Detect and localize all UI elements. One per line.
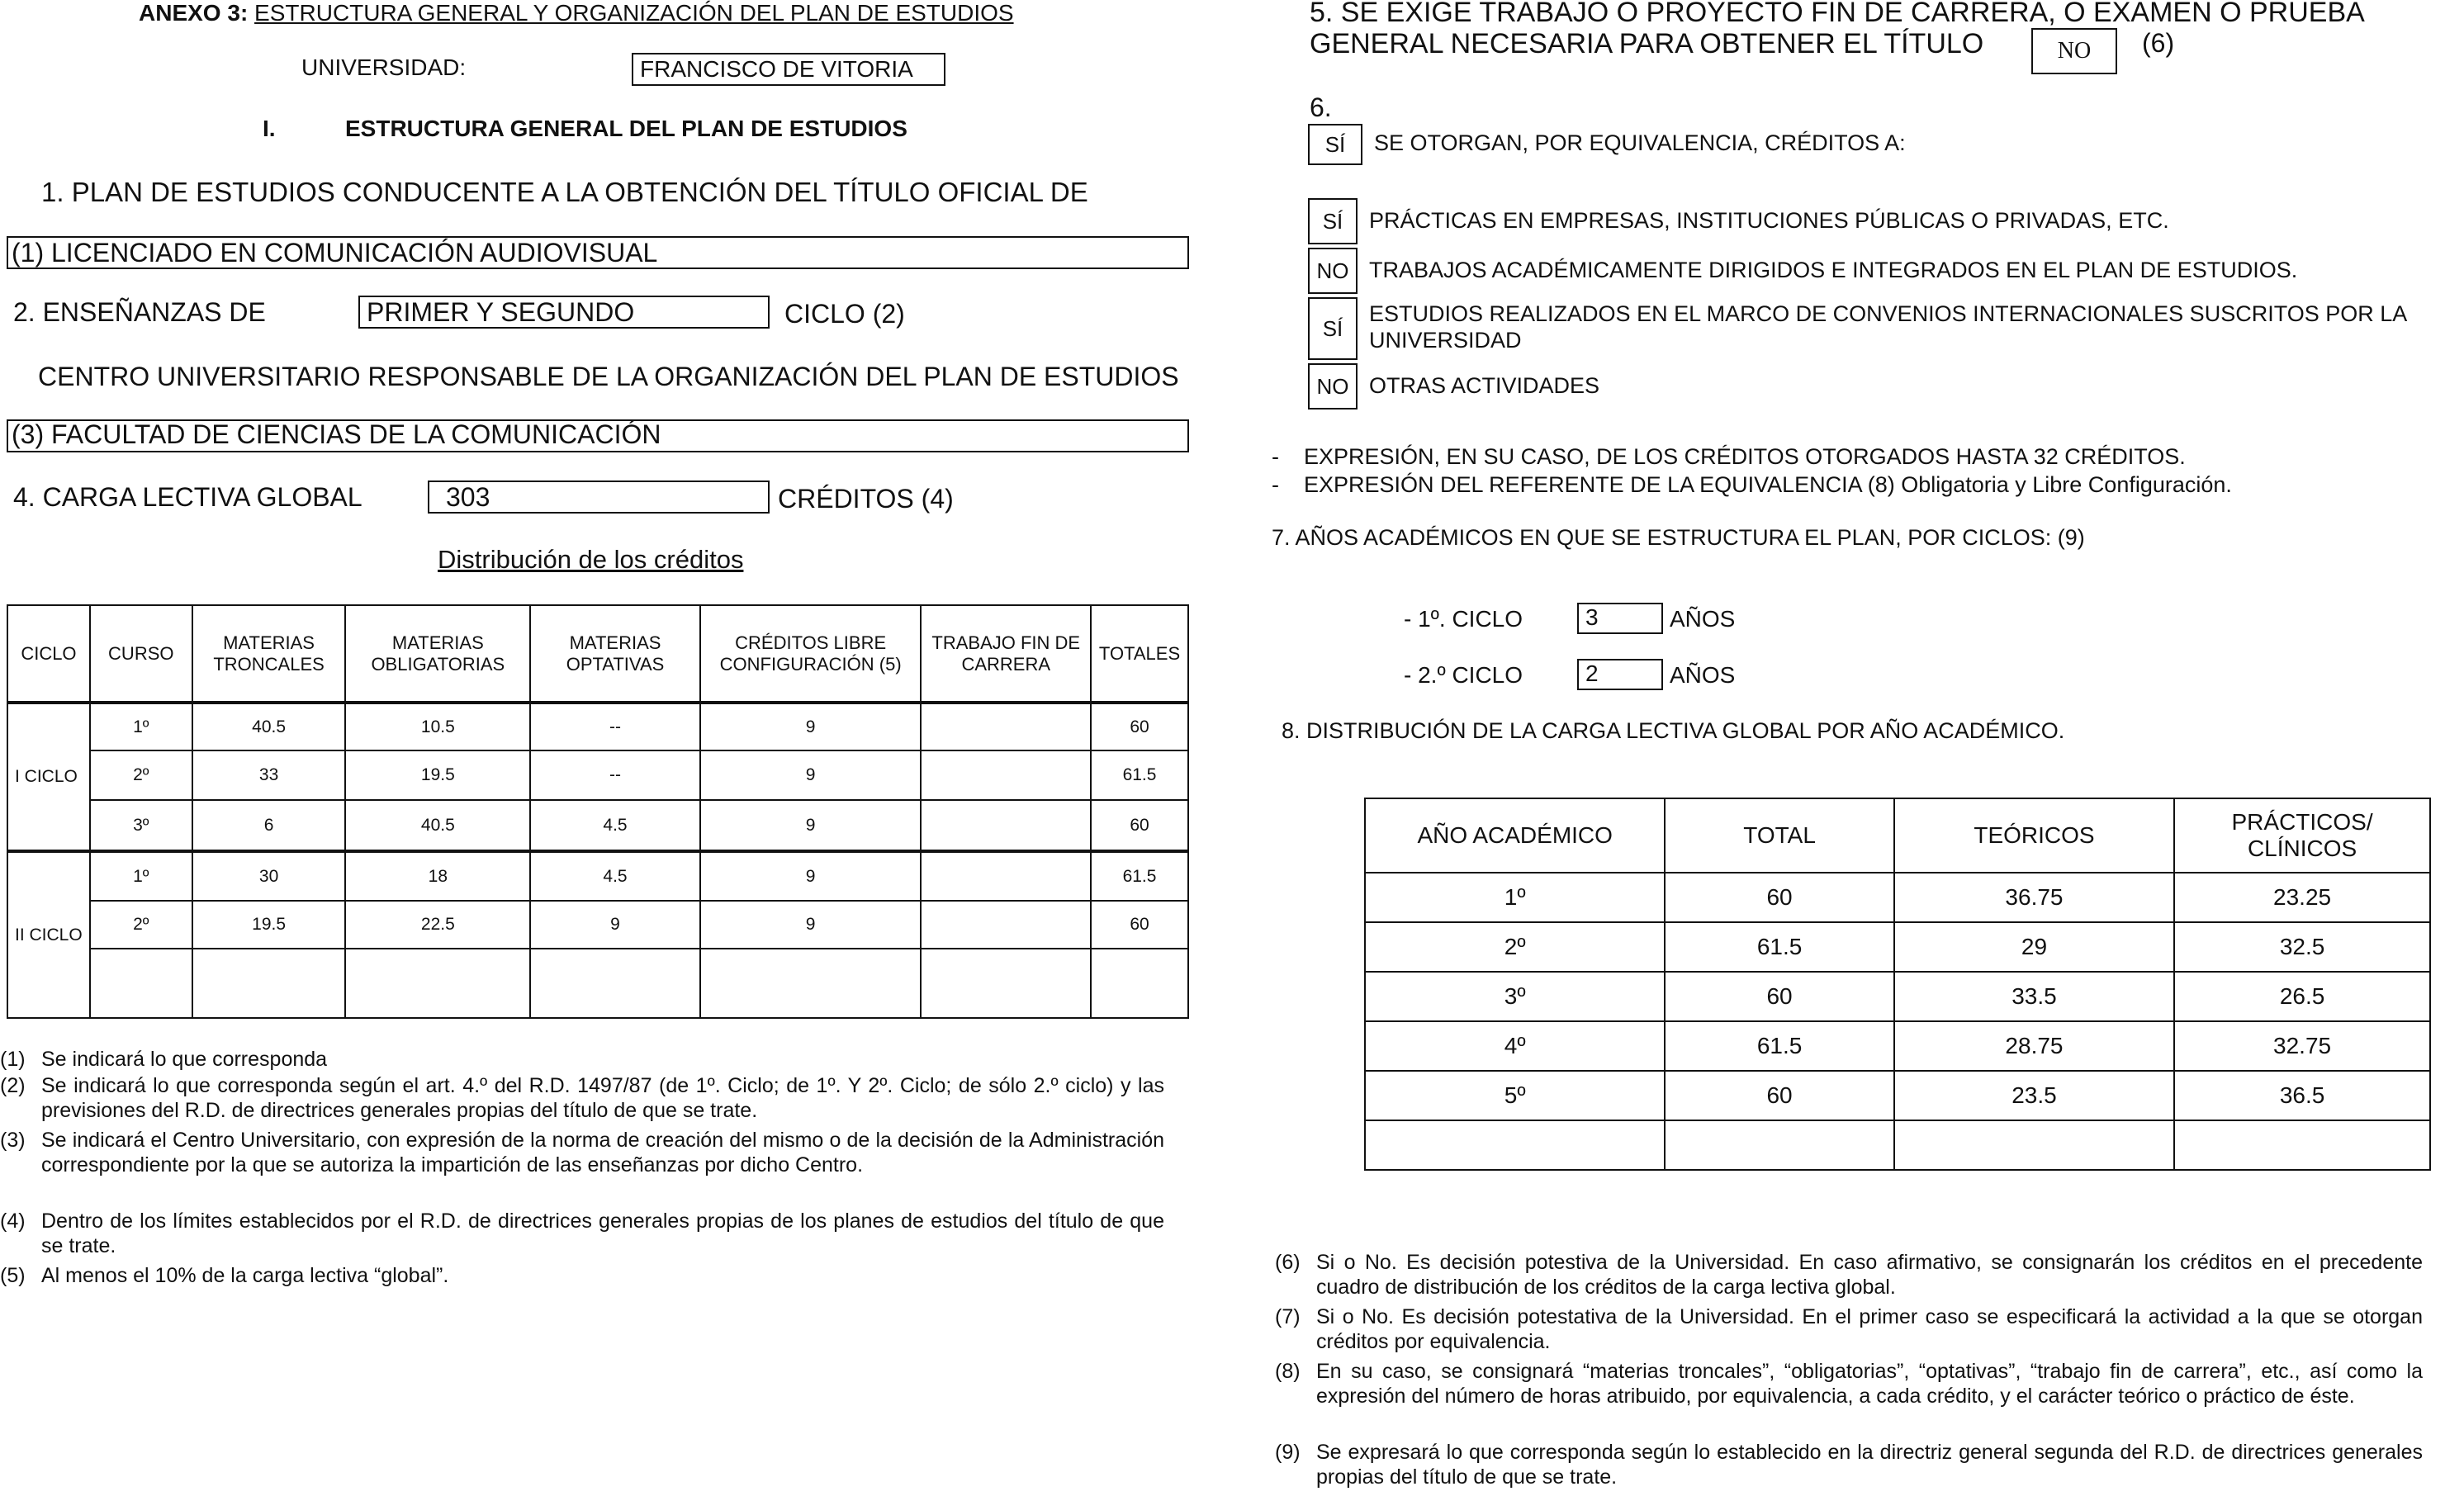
col-obligatorias: MATERIAS OBLIGATORIAS <box>345 605 530 703</box>
cell <box>1091 949 1188 1018</box>
cell: 18 <box>345 851 530 901</box>
footnote-text: Si o No. Es decisión potestativa de la Universidad. En el primer caso se especificará la actividad a la que se otorgan créditos por equivalencia. <box>1316 1305 2423 1353</box>
cell: 32.5 <box>2174 922 2430 972</box>
item6-label: SE OTORGAN, POR EQUIVALENCIA, CRÉDITOS A: <box>1374 130 1906 155</box>
annex-heading: ANEXO 3: ESTRUCTURA GENERAL Y ORGANIZACIÓN DEL PLAN DE ESTUDIOS <box>139 0 1014 26</box>
cell: 2º <box>90 750 192 800</box>
table-row <box>1365 1071 2430 1120</box>
trabajos-flag: NO <box>1308 248 1358 294</box>
cell: 40.5 <box>192 703 346 750</box>
otras-text: OTRAS ACTIVIDADES <box>1369 373 1600 398</box>
item4-label: 4. CARGA LECTIVA GLOBAL <box>13 482 362 512</box>
cell: 23.25 <box>2174 873 2430 922</box>
trabajo-fin-value: NO <box>2031 28 2117 74</box>
dash-1: - EXPRESIÓN, EN SU CASO, DE LOS CRÉDITOS OTORGADOS HASTA 32 CRÉDITOS. <box>1272 444 2186 469</box>
cell <box>192 949 346 1018</box>
ciclo-1-cell: I CICLO <box>7 703 90 851</box>
cell <box>90 949 192 1018</box>
col-ciclo: CICLO <box>7 605 90 703</box>
table-row <box>1365 922 2430 972</box>
cell: 1º <box>90 851 192 901</box>
table-row <box>7 800 1188 851</box>
annex-label: ANEXO 3 <box>139 0 240 26</box>
cell: 1º <box>90 703 192 750</box>
cell: 3º <box>1365 972 1665 1021</box>
footnote-6 <box>1275 1250 2423 1301</box>
col-teoricos: TEÓRICOS <box>1894 798 2174 873</box>
cell: 60 <box>1665 873 1893 922</box>
cell: 60 <box>1091 703 1188 750</box>
cell: -- <box>530 703 700 750</box>
table-row <box>7 750 1188 800</box>
dash-2: - EXPRESIÓN DEL REFERENTE DE LA EQUIVALENCIA (8) Obligatoria y Libre Configuración. <box>1272 472 2232 497</box>
table-row <box>1365 1021 2430 1071</box>
footnote-number: (9) <box>1275 1441 1301 1464</box>
estudios-text: ESTUDIOS REALIZADOS EN EL MARCO DE CONVENIOS INTERNACIONALES SUSCRITOS POR LA UNIVERSIDAD <box>1369 301 2406 353</box>
cell: 9 <box>700 703 922 750</box>
cell: 30 <box>192 851 346 901</box>
footnote-1 <box>0 1047 1164 1072</box>
cell: 32.75 <box>2174 1021 2430 1071</box>
cell <box>1365 1120 1665 1170</box>
cell <box>700 949 922 1018</box>
table-header-row <box>7 605 1188 703</box>
footnote-number: (4) <box>0 1210 26 1233</box>
cell: 9 <box>700 800 922 851</box>
col-total: TOTAL <box>1665 798 1893 873</box>
cell <box>921 949 1091 1018</box>
col-troncales: MATERIAS TRONCALES <box>192 605 346 703</box>
section-number: I. <box>263 116 276 141</box>
cell <box>921 901 1091 949</box>
cell: 2º <box>1365 922 1665 972</box>
cell: 60 <box>1665 972 1893 1021</box>
cell: 60 <box>1091 800 1188 851</box>
equivalencia-value: SÍ <box>1308 124 1362 165</box>
item6-number: 6. <box>1310 92 1332 122</box>
cell: 9 <box>700 750 922 800</box>
item5-ref: (6) <box>2142 28 2175 58</box>
footnote-text: Se indicará lo que corresponda según el art. 4.º del R.D. 1497/87 (de 1º. Ciclo; de 1º. Y 2º. Ciclo; de sólo 2.º ciclo) y las previsiones del R.D. de directrices generales propias del título de que se trate. <box>41 1074 1164 1122</box>
item7-label: 7. AÑOS ACADÉMICOS EN QUE SE ESTRUCTURA EL PLAN, POR CICLOS: (9) <box>1272 525 2085 550</box>
cell: 2º <box>90 901 192 949</box>
col-libre: CRÉDITOS LIBRE CONFIGURACIÓN (5) <box>700 605 922 703</box>
estudios-flag: SÍ <box>1308 297 1358 360</box>
cell: 6 <box>192 800 346 851</box>
footnote-4 <box>0 1209 1164 1262</box>
col-totales: TOTALES <box>1091 605 1188 703</box>
footnote-text: Dentro de los límites establecidos por el R.D. de directrices generales propias de los planes de estudios del título de que se trate. <box>41 1210 1164 1257</box>
footnote-text: Al menos el 10% de la carga lectiva “global”. <box>41 1264 449 1287</box>
practicas-text: PRÁCTICAS EN EMPRESAS, INSTITUCIONES PÚBLICAS O PRIVADAS, ETC. <box>1369 208 2169 233</box>
cell: 9 <box>700 851 922 901</box>
item5-line1: 5. SE EXIGE TRABAJO O PROYECTO FIN DE CARRERA, O EXAMEN O PRUEBA <box>1310 0 2365 28</box>
centro-value: (3) FACULTAD DE CIENCIAS DE LA COMUNICACIÓN <box>12 419 661 449</box>
section-title: ESTRUCTURA GENERAL DEL PLAN DE ESTUDIOS <box>345 116 907 141</box>
universidad-label: UNIVERSIDAD: <box>301 54 467 80</box>
cell <box>921 703 1091 750</box>
table-row <box>7 949 1188 1018</box>
cell: 9 <box>530 901 700 949</box>
table-row <box>1365 1120 2430 1170</box>
cell: 60 <box>1665 1071 1893 1120</box>
footnote-number: (5) <box>0 1264 26 1287</box>
distribucion-table <box>7 604 1189 1019</box>
footnote-text: Se indicará el Centro Universitario, con expresión de la norma de creación del mismo o de la decisión de la Administración correspondiente por la que se autoriza la impartición de las enseñanzas por dicho Centro. <box>41 1129 1164 1176</box>
col-practicos: PRÁCTICOS/ CLÍNICOS <box>2174 798 2430 873</box>
cell: 9 <box>700 901 922 949</box>
titulo-value: (1) LICENCIADO EN COMUNICACIÓN AUDIOVISUAL <box>12 238 658 267</box>
footnote-number: (3) <box>0 1129 26 1152</box>
footnote-text: En su caso, se consignará “materias troncales”, “obligatorias”, “optativas”, “trabajo fin de carrera”, etc., así como la expresión del número de horas atribuido, por equivalencia, a cada crédito, y el carácter teórico o práctico de éste. <box>1316 1360 2423 1408</box>
footnote-text: Se expresará lo que corresponda según lo establecido en la directriz general segunda del R.D. de directrices generales propias del título de que se trate. <box>1316 1441 2423 1489</box>
item5-line2: GENERAL NECESARIA PARA OBTENER EL TÍTULO <box>1310 28 1984 59</box>
cell: 4º <box>1365 1021 1665 1071</box>
cell: 19.5 <box>345 750 530 800</box>
col-curso: CURSO <box>90 605 192 703</box>
cell: 61.5 <box>1665 1021 1893 1071</box>
cell: 19.5 <box>192 901 346 949</box>
cell <box>345 949 530 1018</box>
footnote-number: (2) <box>0 1074 26 1097</box>
table-row <box>1365 873 2430 922</box>
practicas-flag: SÍ <box>1308 198 1358 244</box>
cell: 61.5 <box>1091 750 1188 800</box>
footnote-number: (6) <box>1275 1251 1301 1274</box>
item4-suffix: CRÉDITOS (4) <box>778 484 954 514</box>
item8-label: 8. DISTRIBUCIÓN DE LA CARGA LECTIVA GLOBAL POR AÑO ACADÉMICO. <box>1282 718 2065 743</box>
table-header-row <box>1365 798 2430 873</box>
cell: 29 <box>1894 922 2174 972</box>
ensenanzas-value: PRIMER Y SEGUNDO <box>367 297 635 327</box>
cell: 26.5 <box>2174 972 2430 1021</box>
cell: 1º <box>1365 873 1665 922</box>
cell <box>1894 1120 2174 1170</box>
otras-flag: NO <box>1308 363 1358 410</box>
footnote-text: Se indicará lo que corresponda <box>41 1048 328 1071</box>
cell: 60 <box>1091 901 1188 949</box>
footnote-number: (8) <box>1275 1360 1301 1383</box>
cell: 33.5 <box>1894 972 2174 1021</box>
centro-label: CENTRO UNIVERSITARIO RESPONSABLE DE LA ORGANIZACIÓN DEL PLAN DE ESTUDIOS <box>38 362 1179 391</box>
annex-title: ESTRUCTURA GENERAL Y ORGANIZACIÓN DEL PLAN DE ESTUDIOS <box>254 0 1014 26</box>
footnote-text: Si o No. Es decisión potestiva de la Universidad. En caso afirmativo, se consignarán los créditos en el precedente cuadro de distribución de los créditos de la carga lectiva global. <box>1316 1251 2423 1299</box>
cell: 33 <box>192 750 346 800</box>
item2-label: 2. ENSEÑANZAS DE <box>13 297 266 327</box>
item1-label: 1. PLAN DE ESTUDIOS CONDUCENTE A LA OBTENCIÓN DEL TÍTULO OFICIAL DE <box>41 177 1088 207</box>
cell: 61.5 <box>1665 922 1893 972</box>
carga-value: 303 <box>446 482 490 512</box>
cell <box>530 949 700 1018</box>
cell: 61.5 <box>1091 851 1188 901</box>
ciclo2-label: - 2.º CICLO <box>1404 662 1523 688</box>
col-optativas: MATERIAS OPTATIVAS <box>530 605 700 703</box>
cell: 22.5 <box>345 901 530 949</box>
anio-academico-table <box>1364 798 2431 1171</box>
cell: 28.75 <box>1894 1021 2174 1071</box>
cell: 4.5 <box>530 800 700 851</box>
cell <box>921 851 1091 901</box>
col-anio: AÑO ACADÉMICO <box>1365 798 1665 873</box>
cell <box>921 800 1091 851</box>
table-row <box>7 901 1188 949</box>
dist-title: Distribución de los créditos <box>438 545 744 574</box>
table-row <box>7 703 1188 750</box>
cell <box>2174 1120 2430 1170</box>
dash-2-text: EXPRESIÓN DEL REFERENTE DE LA EQUIVALENCIA (8) Obligatoria y Libre Configuración. <box>1304 472 2232 497</box>
col-trabajo: TRABAJO FIN DE CARRERA <box>921 605 1091 703</box>
ciclo2-value: 2 <box>1585 660 1599 686</box>
footnote-3 <box>0 1128 1164 1210</box>
cell: 36.5 <box>2174 1071 2430 1120</box>
cell: -- <box>530 750 700 800</box>
cell: 40.5 <box>345 800 530 851</box>
cell: 3º <box>90 800 192 851</box>
dash-1-text: EXPRESIÓN, EN SU CASO, DE LOS CRÉDITOS OTORGADOS HASTA 32 CRÉDITOS. <box>1304 444 2186 469</box>
item2-suffix: CICLO (2) <box>784 299 905 329</box>
footnote-5 <box>0 1263 1164 1288</box>
trabajos-text: TRABAJOS ACADÉMICAMENTE DIRIGIDOS E INTEGRADOS EN EL PLAN DE ESTUDIOS. <box>1369 258 2298 282</box>
footnote-number: (7) <box>1275 1305 1301 1328</box>
footnote-7 <box>1275 1304 2423 1356</box>
cell <box>921 750 1091 800</box>
cell <box>1665 1120 1893 1170</box>
cell: 36.75 <box>1894 873 2174 922</box>
ciclo2-anos: AÑOS <box>1670 662 1736 688</box>
table-row <box>1365 972 2430 1021</box>
cell: 10.5 <box>345 703 530 750</box>
ciclo1-value: 3 <box>1585 604 1599 630</box>
cell: 4.5 <box>530 851 700 901</box>
cell: 23.5 <box>1894 1071 2174 1120</box>
table-row <box>7 851 1188 901</box>
ciclo-2-cell: II CICLO <box>7 851 90 1018</box>
cell: 5º <box>1365 1071 1665 1120</box>
ciclo1-label: - 1º. CICLO <box>1404 606 1523 632</box>
footnote-number: (1) <box>0 1048 26 1071</box>
universidad-value: FRANCISCO DE VITORIA <box>640 56 913 82</box>
footnote-9 <box>1275 1440 2423 1491</box>
ciclo1-anos: AÑOS <box>1670 606 1736 632</box>
footnote-8 <box>1275 1359 2423 1437</box>
